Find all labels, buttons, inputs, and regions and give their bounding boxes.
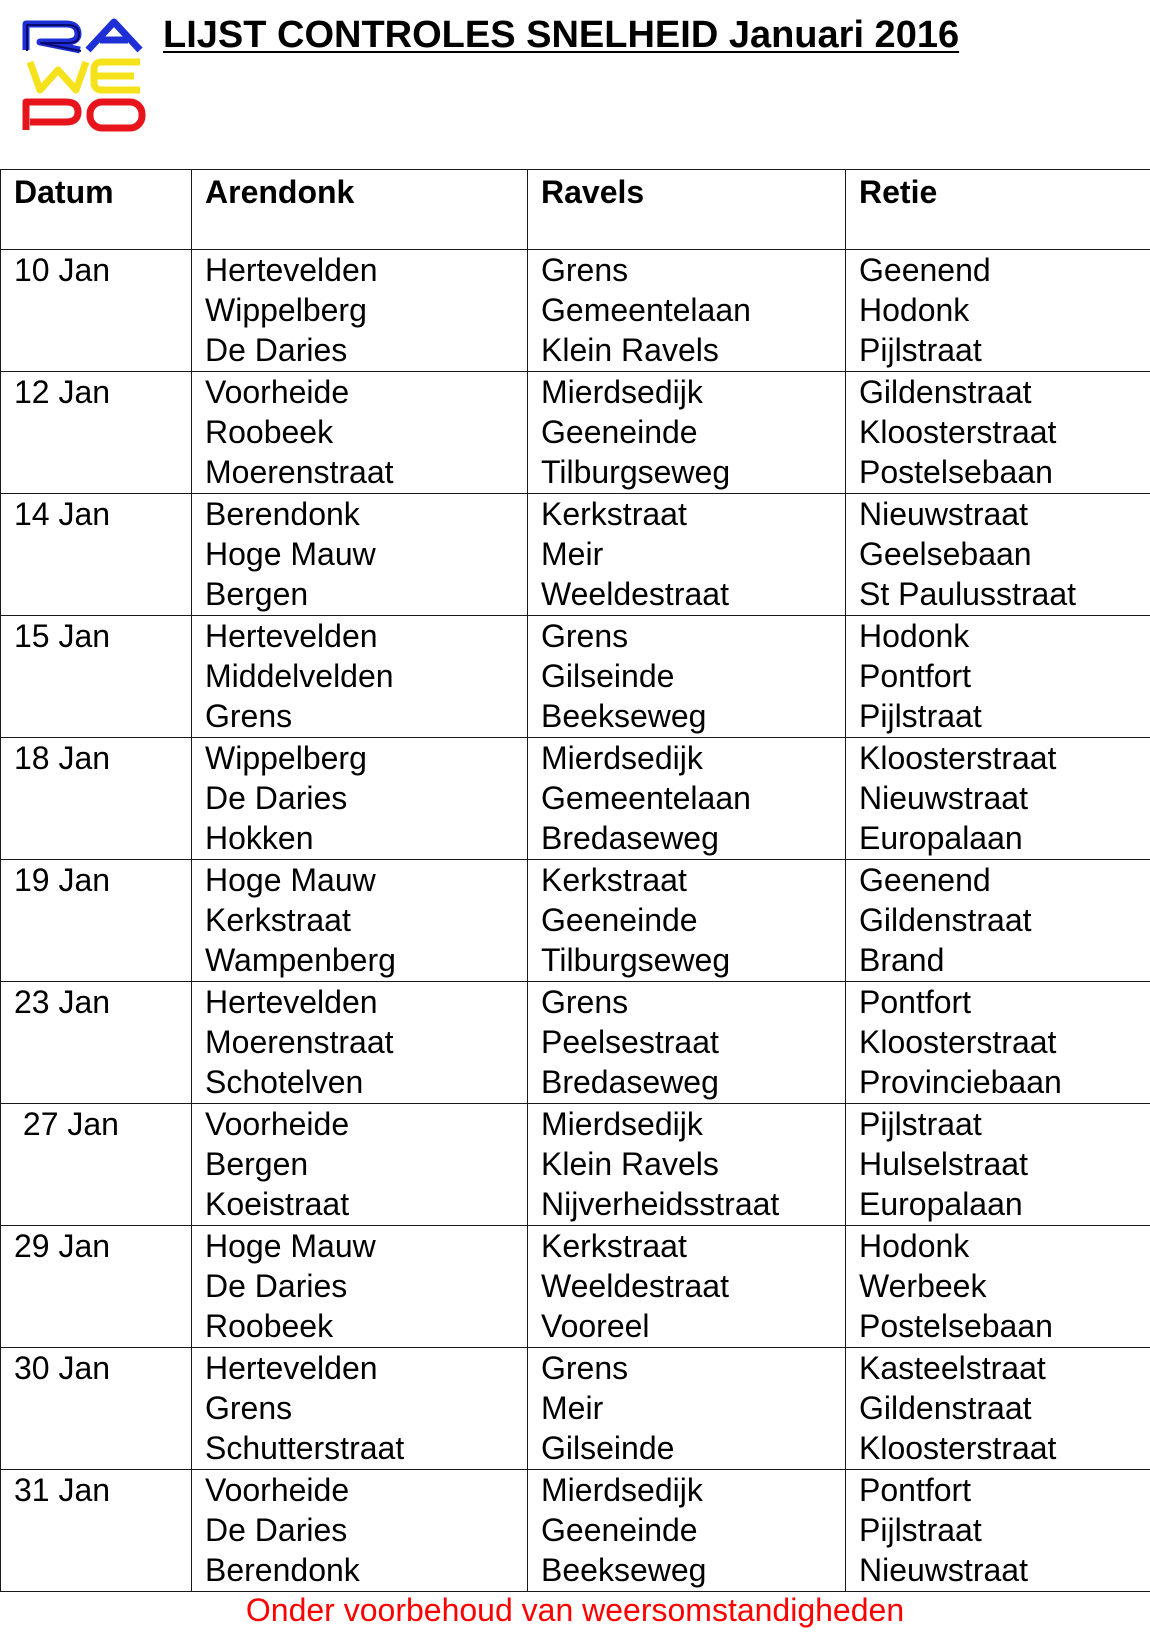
street-name: Schotelven [205, 1064, 364, 1100]
street-name: Vooreel [541, 1308, 650, 1344]
street-name: Hertevelden [205, 1350, 378, 1386]
street-name: Grens [205, 1390, 293, 1426]
table-body [1, 250, 1150, 1592]
street-name: Kerkstraat [541, 862, 687, 898]
street-name: Hodonk [859, 1228, 970, 1264]
cell-datum [1, 860, 192, 982]
cell-arendonk [192, 1348, 528, 1470]
street-name: Middelvelden [205, 658, 394, 694]
table-row [1, 494, 1150, 616]
street-name: Hokken [205, 820, 314, 856]
cell-arendonk [192, 250, 528, 372]
street-name: Nieuwstraat [859, 780, 1028, 816]
street-name: St Paulusstraat [859, 576, 1076, 612]
street-name: Meir [541, 1390, 604, 1426]
street-name: Peelsestraat [541, 1024, 719, 1060]
street-name: Koeistraat [205, 1186, 350, 1222]
street-name: De Daries [205, 1268, 348, 1304]
cell-retie [846, 494, 1150, 616]
street-name: Pontfort [859, 984, 972, 1020]
street-name: Geeneinde [541, 902, 698, 938]
street-name: Europalaan [859, 1186, 1023, 1222]
cell-retie [846, 372, 1150, 494]
cell-retie [846, 738, 1150, 860]
street-name: Weeldestraat [541, 1268, 729, 1304]
table-row [1, 250, 1150, 372]
street-name: Bredaseweg [541, 820, 719, 856]
street-name: De Daries [205, 1512, 348, 1548]
date-label: 14 Jan [14, 496, 111, 532]
street-name: Pijlstraat [859, 698, 982, 734]
street-name: Pijlstraat [859, 1512, 982, 1548]
cell-datum [1, 372, 192, 494]
street-name: Berendonk [205, 496, 360, 532]
street-name: Pontfort [859, 1472, 972, 1508]
street-name: Roobeek [205, 1308, 334, 1344]
street-name: Kerkstraat [541, 496, 687, 532]
street-name: Europalaan [859, 820, 1023, 856]
cell-retie [846, 1104, 1150, 1226]
street-name: Moerenstraat [205, 1024, 394, 1060]
street-name: Hodonk [859, 292, 970, 328]
street-name: Berendonk [205, 1552, 360, 1588]
cell-retie [846, 1470, 1150, 1592]
table-row [1, 738, 1150, 860]
street-name: Mierdsedijk [541, 1106, 703, 1142]
cell-ravels [528, 494, 846, 616]
cell-datum [1, 494, 192, 616]
cell-datum [1, 1104, 192, 1226]
cell-arendonk [192, 372, 528, 494]
street-name: Gilseinde [541, 658, 675, 694]
street-name: Tilburgseweg [541, 454, 731, 490]
street-name: Beekseweg [541, 698, 707, 734]
weather-disclaimer: Onder voorbehoud van weersomstandigheden [245, 1592, 905, 1628]
table-row [1, 616, 1150, 738]
street-name: Kerkstraat [541, 1228, 687, 1264]
street-name: Nieuwstraat [859, 1552, 1028, 1588]
cell-retie [846, 1348, 1150, 1470]
cell-ravels [528, 1348, 846, 1470]
street-name: Voorheide [205, 1106, 350, 1142]
street-name: Voorheide [205, 374, 350, 410]
street-name: Klein Ravels [541, 1146, 719, 1182]
street-name: Postelsebaan [859, 1308, 1053, 1344]
street-name: Meir [541, 536, 604, 572]
street-name: Grens [541, 618, 629, 654]
cell-retie [846, 982, 1150, 1104]
cell-arendonk [192, 494, 528, 616]
street-name: Nijverheidsstraat [541, 1186, 780, 1222]
street-name: Mierdsedijk [541, 740, 703, 776]
table-row [1, 1470, 1150, 1592]
street-name: Tilburgseweg [541, 942, 731, 978]
street-name: Hertevelden [205, 618, 378, 654]
header-datum: Datum [1, 170, 192, 250]
street-name: Klein Ravels [541, 332, 719, 368]
street-name: Bergen [205, 1146, 309, 1182]
street-name: Postelsebaan [859, 454, 1053, 490]
cell-ravels [528, 1226, 846, 1348]
cell-datum [1, 616, 192, 738]
logo-line-we [30, 62, 140, 90]
cell-ravels [528, 616, 846, 738]
street-name: Geelsebaan [859, 536, 1032, 572]
street-name: Kloosterstraat [859, 1430, 1057, 1466]
header-arendonk: Arendonk [192, 170, 528, 250]
logo-line-po [26, 102, 142, 130]
table-row [1, 372, 1150, 494]
table-row [1, 1104, 1150, 1226]
date-label: 23 Jan [14, 984, 111, 1020]
street-name: Hodonk [859, 618, 970, 654]
cell-retie [846, 250, 1150, 372]
cell-datum [1, 1348, 192, 1470]
date-label: 15 Jan [14, 618, 111, 654]
page-title: LIJST CONTROLES SNELHEID Januari 2016 [163, 14, 960, 56]
street-name: Mierdsedijk [541, 374, 703, 410]
speed-check-table [0, 169, 1150, 1592]
street-name: Grens [541, 252, 629, 288]
street-name: Gildenstraat [859, 902, 1032, 938]
street-name: Hoge Mauw [205, 1228, 376, 1264]
cell-ravels [528, 1104, 846, 1226]
cell-ravels [528, 372, 846, 494]
street-name: Kloosterstraat [859, 740, 1057, 776]
street-name: Wampenberg [205, 942, 396, 978]
street-name: Hoge Mauw [205, 536, 376, 572]
date-label: 12 Jan [14, 374, 111, 410]
street-name: Kerkstraat [205, 902, 351, 938]
cell-ravels [528, 982, 846, 1104]
date-label: 18 Jan [14, 740, 111, 776]
street-name: Geenend [859, 252, 991, 288]
street-name: Pijlstraat [859, 1106, 982, 1142]
street-name: Kloosterstraat [859, 1024, 1057, 1060]
street-name: Moerenstraat [205, 454, 394, 490]
street-name: Pijlstraat [859, 332, 982, 368]
street-name: Gemeentelaan [541, 292, 751, 328]
cell-arendonk [192, 860, 528, 982]
date-label: 30 Jan [14, 1350, 111, 1386]
street-name: Grens [541, 984, 629, 1020]
cell-datum [1, 738, 192, 860]
street-name: Grens [205, 698, 293, 734]
street-name: Bredaseweg [541, 1064, 719, 1100]
date-label: 31 Jan [14, 1472, 111, 1508]
table-row [1, 1226, 1150, 1348]
cell-retie [846, 1226, 1150, 1348]
cell-datum [1, 982, 192, 1104]
street-name: Gildenstraat [859, 374, 1032, 410]
street-name: Mierdsedijk [541, 1472, 703, 1508]
street-name: Grens [541, 1350, 629, 1386]
street-name: Hoge Mauw [205, 862, 376, 898]
street-name: Voorheide [205, 1472, 350, 1508]
date-label: 19 Jan [14, 862, 111, 898]
cell-ravels [528, 738, 846, 860]
table-row [1, 1348, 1150, 1470]
street-name: Wippelberg [205, 292, 367, 328]
cell-arendonk [192, 1470, 528, 1592]
street-name: Schutterstraat [205, 1430, 405, 1466]
cell-arendonk [192, 616, 528, 738]
street-name: Bergen [205, 576, 309, 612]
logo-line-ra [26, 22, 140, 51]
street-name: Brand [859, 942, 945, 978]
cell-datum [1, 1470, 192, 1592]
cell-ravels [528, 1470, 846, 1592]
street-name: De Daries [205, 332, 348, 368]
table-row [1, 982, 1150, 1104]
street-name: Geeneinde [541, 414, 698, 450]
date-label: 29 Jan [14, 1228, 111, 1264]
street-name: Geenend [859, 862, 991, 898]
cell-datum [1, 1226, 192, 1348]
street-name: Nieuwstraat [859, 496, 1028, 532]
street-name: Kasteelstraat [859, 1350, 1046, 1386]
rawepo-logo-icon [22, 18, 150, 138]
street-name: Geeneinde [541, 1512, 698, 1548]
street-name: Gilseinde [541, 1430, 675, 1466]
street-name: Hulselstraat [859, 1146, 1028, 1182]
street-name: Gildenstraat [859, 1390, 1032, 1426]
street-name: Beekseweg [541, 1552, 707, 1588]
cell-arendonk [192, 1104, 528, 1226]
header-ravels: Ravels [528, 170, 846, 250]
cell-retie [846, 616, 1150, 738]
street-name: Roobeek [205, 414, 334, 450]
street-name: Hertevelden [205, 984, 378, 1020]
table-row [1, 860, 1150, 982]
cell-ravels [528, 860, 846, 982]
cell-arendonk [192, 738, 528, 860]
cell-retie [846, 860, 1150, 982]
street-name: Provinciebaan [859, 1064, 1062, 1100]
cell-datum [1, 250, 192, 372]
street-name: Weeldestraat [541, 576, 729, 612]
street-name: Pontfort [859, 658, 972, 694]
date-label: 27 Jan [14, 1106, 119, 1142]
header-retie: Retie [846, 170, 1150, 250]
street-name: Kloosterstraat [859, 414, 1057, 450]
street-name: De Daries [205, 780, 348, 816]
date-label: 10 Jan [14, 252, 111, 288]
street-name: Wippelberg [205, 740, 367, 776]
cell-ravels [528, 250, 846, 372]
street-name: Gemeentelaan [541, 780, 751, 816]
cell-arendonk [192, 1226, 528, 1348]
cell-arendonk [192, 982, 528, 1104]
street-name: Hertevelden [205, 252, 378, 288]
street-name: Werbeek [859, 1268, 987, 1304]
rawepo-logo [22, 18, 150, 138]
table-header-row [1, 170, 1150, 250]
